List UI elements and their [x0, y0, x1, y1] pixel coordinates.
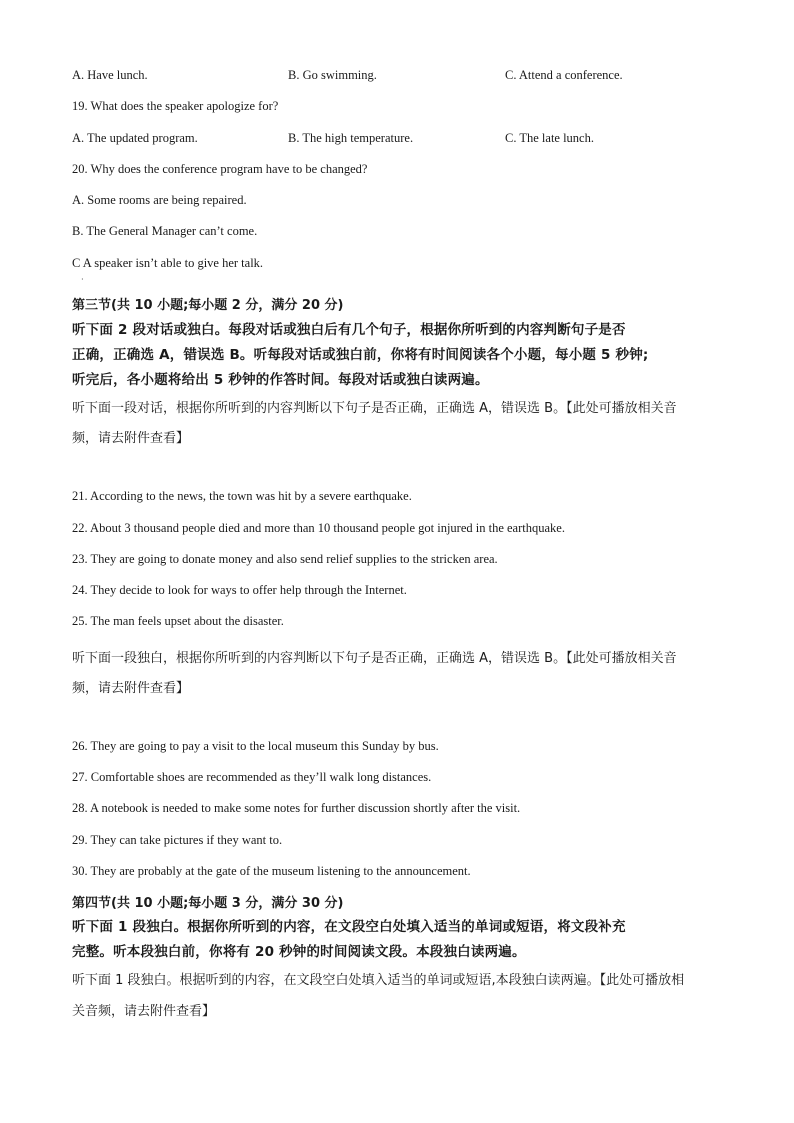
- monologue-note-line2: 频，请去附件查看】: [72, 681, 190, 696]
- q20-option-a: A. Some rooms are being repaired.: [72, 193, 247, 207]
- section4-instructions-line2: 完整。听本段独白前，你将有 20 秒钟的时间阅读文段。本段独白读两遍。: [72, 944, 526, 960]
- section4-instructions-line1: 听下面 1 段独白。根据你所听到的内容，在文段空白处填入适当的单词或短语，将文段补充: [72, 919, 626, 935]
- section3-heading: 第三节(共 10 小题;每小题 2 分，满分 20 分): [72, 298, 344, 313]
- q19-option-c: C. The late lunch.: [505, 131, 594, 145]
- q20-option-b: B. The General Manager can’t come.: [72, 224, 258, 238]
- q19-option-b: B. The high temperature.: [288, 131, 414, 145]
- statement-23: 23. They are going to donate money and also send relief supplies to the stricken area.: [72, 552, 498, 566]
- section3-instructions-line1: 听下面 2 段对话或独白。每段对话或独白后有几个句子，根据你所听到的内容判断句子是否: [72, 322, 626, 338]
- statement-27: 27. Comfortable shoes are recommended as they’ll walk long distances.: [72, 770, 432, 784]
- statement-29: 29. They can take pictures if they want to.: [72, 833, 283, 847]
- statement-28: 28. A notebook is needed to make some notes for further discussion shortly after the visit.: [72, 801, 521, 815]
- statement-21: 21. According to the news, the town was hit by a severe earthquake.: [72, 489, 412, 503]
- statement-24: 24. They decide to look for ways to offer help through the Internet.: [72, 583, 407, 597]
- dialog-note-line1: 听下面一段对话，根据你所听到的内容判断以下句子是否正确，正确选 A，错误选 B。【此处可播放相关音: [72, 401, 677, 416]
- statement-22: 22. About 3 thousand people died and more than 10 thousand people got injured in the earthquake.: [72, 521, 565, 535]
- monologue-note-line1: 听下面一段独白，根据你所听到的内容判断以下句子是否正确，正确选 A，错误选 B。【此处可播放相关音: [72, 651, 677, 666]
- section4-note-line1: 听下面 1 段独白。根据听到的内容，在文段空白处填入适当的单词或短语,本段独白读两遍。【此处可播放相: [72, 973, 685, 988]
- q19-question: 19. What does the speaker apologize for?: [72, 99, 279, 113]
- dialog-note-line2: 频，请去附件查看】: [72, 431, 190, 446]
- q20-option-c: C A speaker isn’t able to give her talk.: [72, 256, 264, 270]
- section4-heading: 第四节(共 10 小题;每小题 3 分，满分 30 分): [72, 896, 344, 911]
- q19-option-a: A. The updated program.: [72, 131, 198, 145]
- statement-25: 25. The man feels upset about the disaster.: [72, 614, 284, 628]
- statement-30: 30. They are probably at the gate of the museum listening to the announcement.: [72, 864, 471, 878]
- section3-instructions-line3: 听完后，各小题将给出 5 秒钟的作答时间。每段对话或独白读两遍。: [72, 372, 489, 388]
- q20-question: 20. Why does the conference program have to be changed?: [72, 162, 368, 176]
- stray-dot: ·: [81, 275, 84, 284]
- section3-instructions-line2: 正确，正确选 A，错误选 B。听每段对话或独白前，你将有时间阅读各个小题，每小题 5 秒钟;: [72, 347, 649, 363]
- q18-option-b: B. Go swimming.: [288, 68, 377, 82]
- q18-option-c: C. Attend a conference.: [505, 68, 623, 82]
- q18-option-a: A. Have lunch.: [72, 68, 148, 82]
- section4-note-line2: 关音频，请去附件查看】: [72, 1004, 216, 1019]
- statement-26: 26. They are going to pay a visit to the local museum this Sunday by bus.: [72, 739, 439, 753]
